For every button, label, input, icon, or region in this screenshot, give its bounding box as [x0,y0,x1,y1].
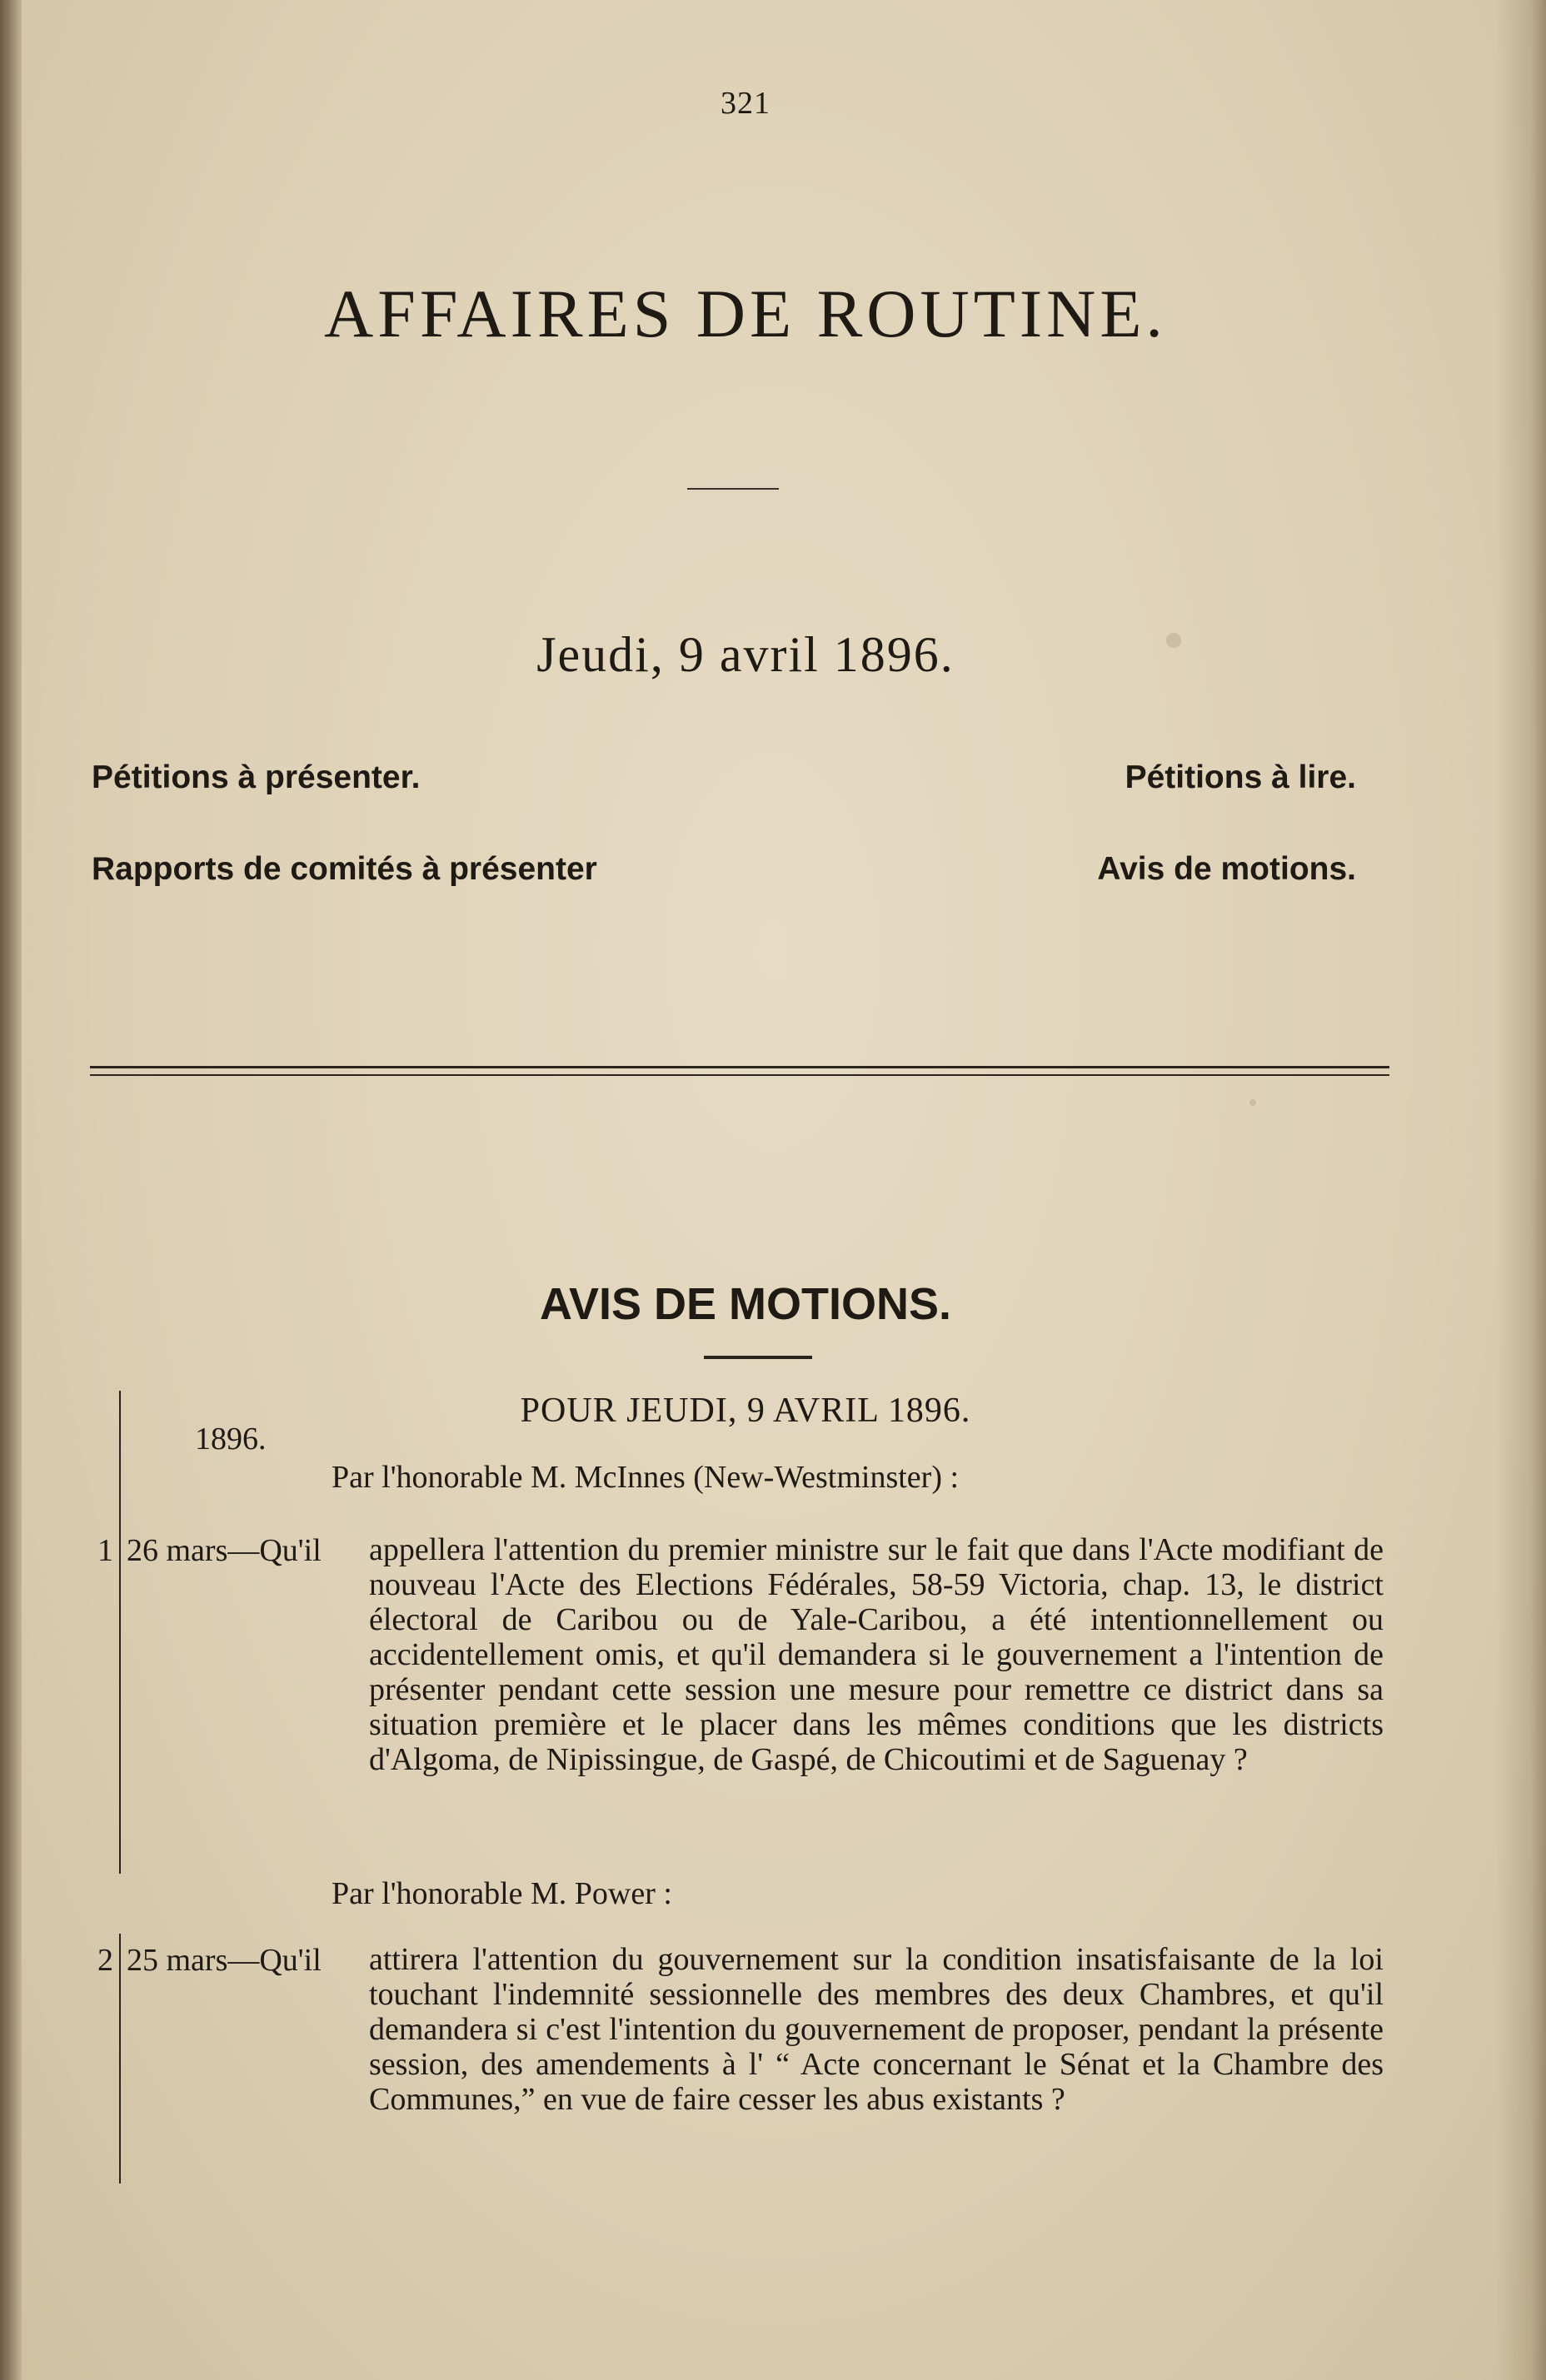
motion-number: 2 [97,1943,113,1978]
section-subheading: POUR JEUDI, 9 AVRIL 1896. [520,1392,971,1430]
page-number: 321 [721,86,771,121]
session-date: Jeudi, 9 avril 1896. [536,627,955,682]
routine-item-notices-of-motion: Avis de motions. [1097,851,1356,887]
margin-rule [119,1934,121,2183]
motion-date-lead: 25 mars—Qu'il [127,1943,322,1978]
divider-short [687,488,779,490]
routine-item-committee-reports: Rapports de comités à présenter [92,851,597,887]
paper-stain [1249,1099,1256,1106]
routine-item-petitions-read: Pétitions à lire. [1125,759,1356,795]
motion-text: appellera l'attention du premier ministre sur le fait que dans l'Acte modifiant de nouveau l'Acte des Elections Fédérales, 58-59 Victoria, chap. 13, le district électoral de Caribou ou de Yale-Caribou, a été intentionnellement ou accidentellement omis, et qu'il demandera si le gouvernement a l'intention de présenter pendant cette session une mesure pour remettre ce district dans sa situation première et le placer dans les mêmes conditions que les districts d'Algoma, de Nipissingue, de Gaspé, de Chicoutimi et de Saguenay ? [369,1532,1384,1777]
motion-number: 1 [97,1533,113,1568]
double-divider [90,1066,1389,1076]
page-binding-edge [0,0,22,2380]
margin-rule [119,1391,121,1874]
motion-text: attirera l'attention du gouvernement sur la condition insatisfaisante de la loi touchant l'indemnité sessionnelle des membres des deux Chambres, et qu'il demandera si c'est l'intention du gouvernement de proposer, pendant la présente session, des amendements à l' “ Acte concernant le Sénat et la Chambre des Communes,” en vue de faire cesser les abus existants ? [369,1942,1384,2117]
motion-date-lead: 26 mars—Qu'il [127,1533,322,1568]
page-title: AFFAIRES DE ROUTINE. [324,276,1167,351]
divider-mid [704,1356,812,1359]
routine-item-petitions-present: Pétitions à présenter. [92,759,421,795]
margin-year: 1896. [195,1422,267,1456]
motion-author: Par l'honorable M. McInnes (New-Westminster) : [332,1460,960,1495]
page-outer-edge [1496,0,1546,2380]
section-title: AVIS DE MOTIONS. [539,1279,952,1329]
motion-author: Par l'honorable M. Power : [332,1876,672,1911]
